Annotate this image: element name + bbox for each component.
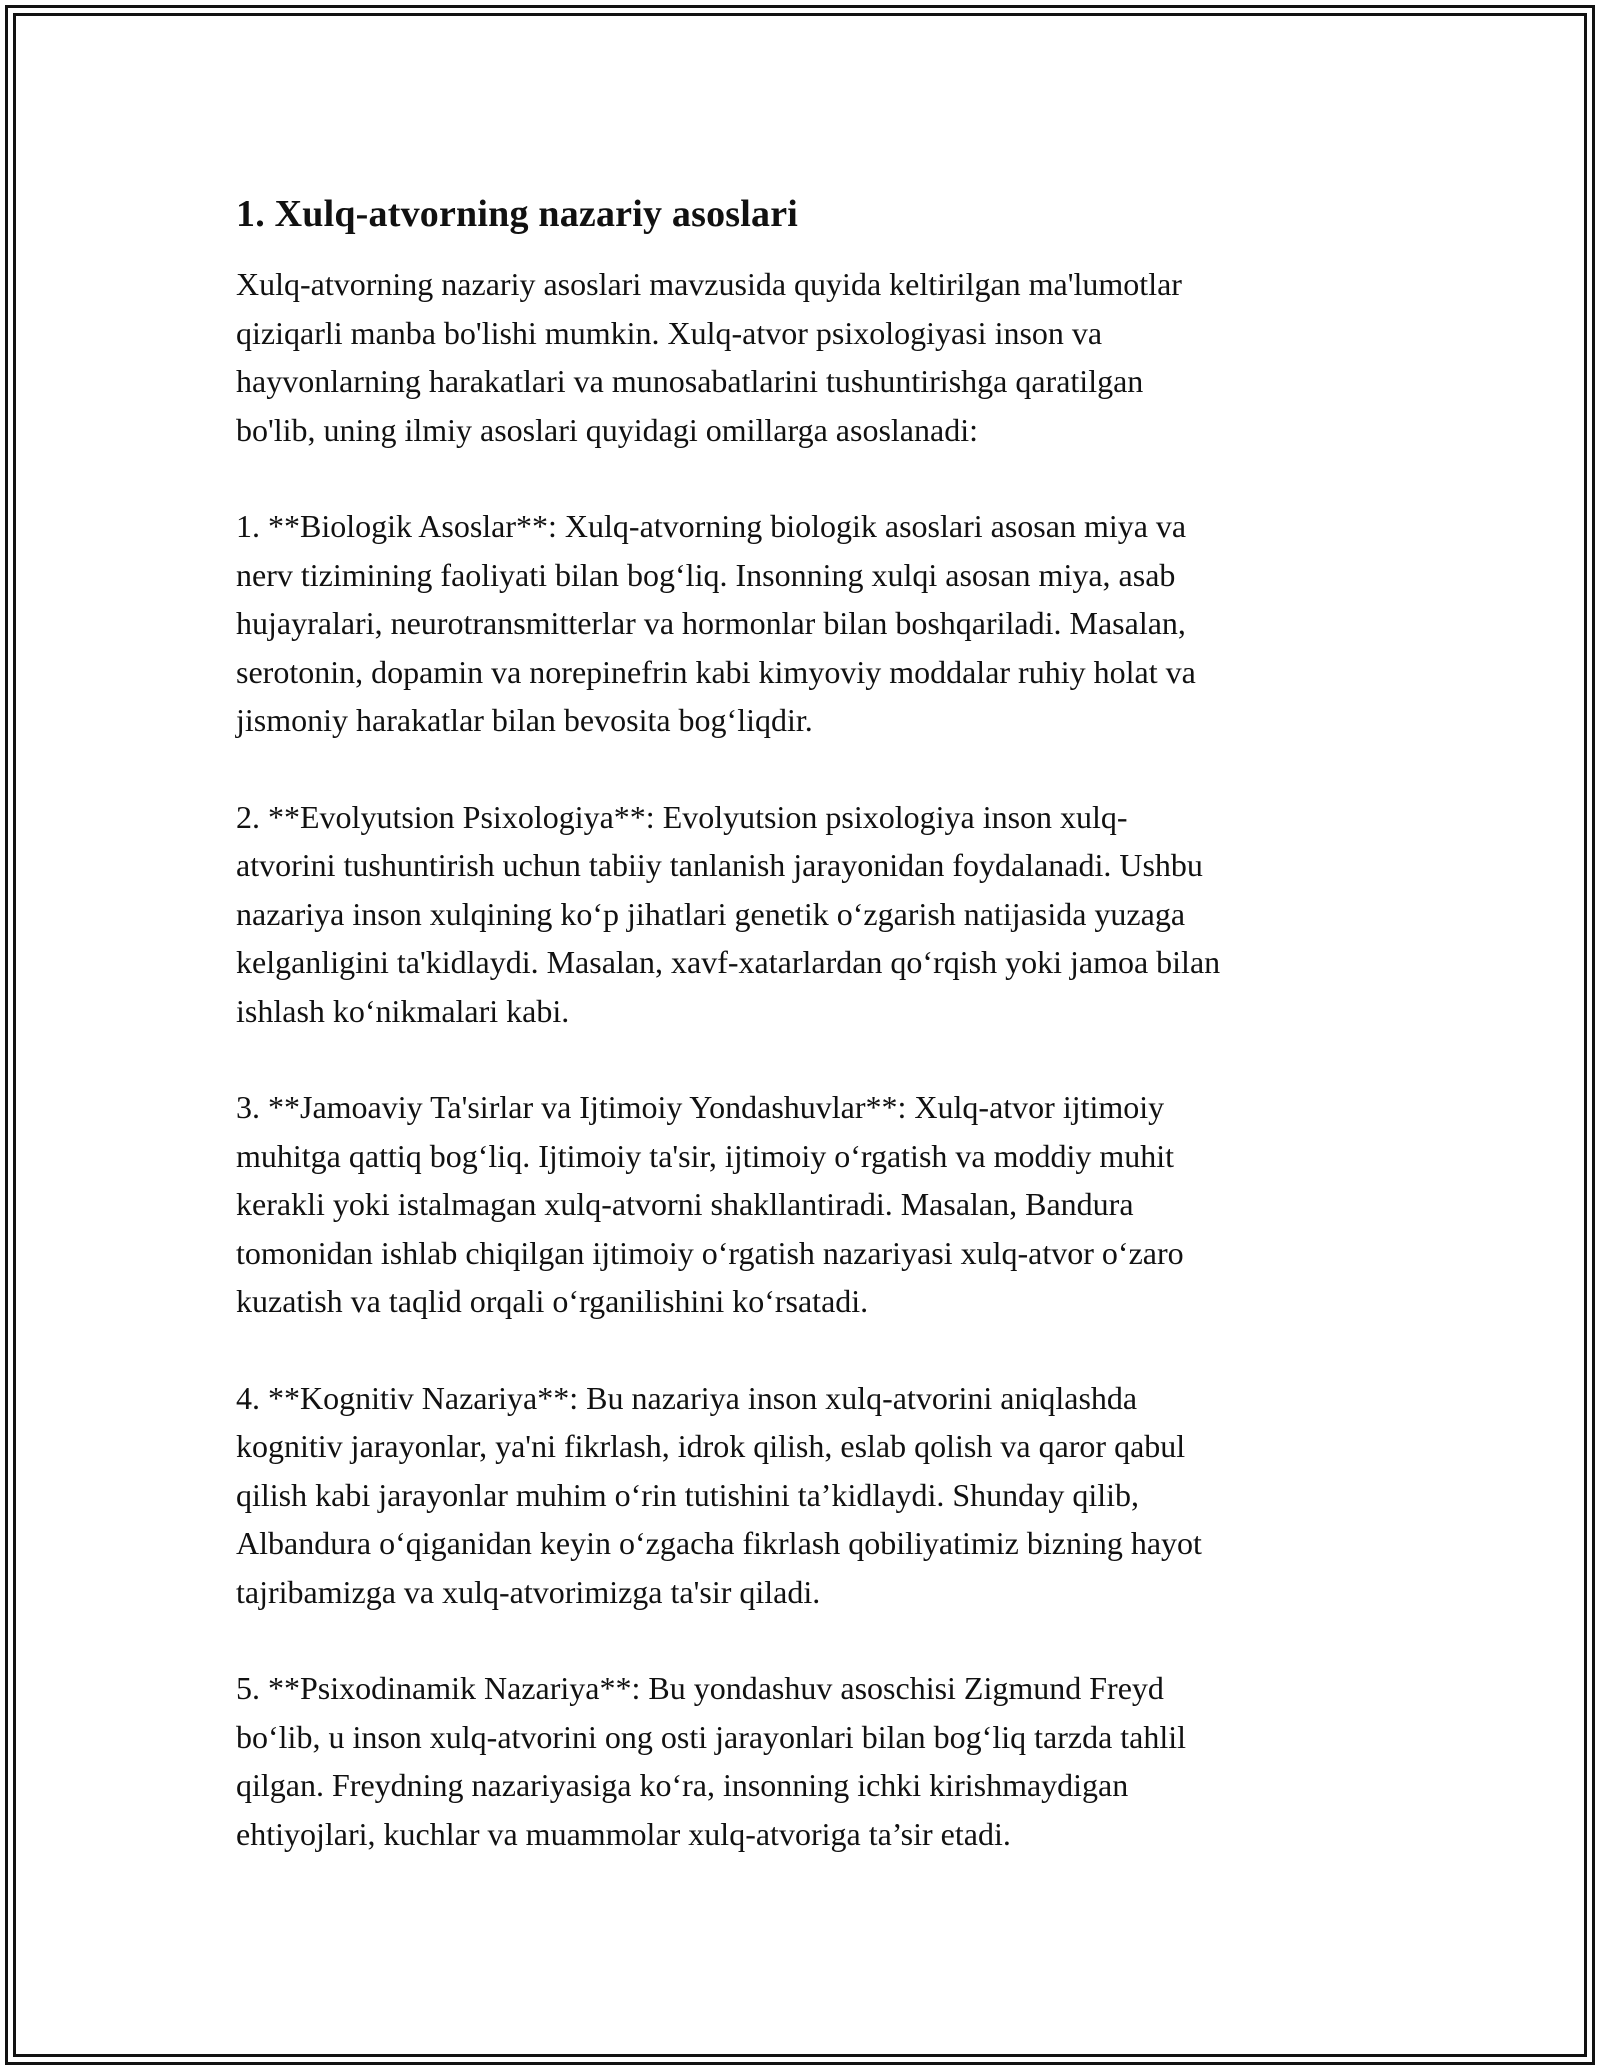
text-line: qilgan. Freydning nazariyasiga ko‘ra, insonning ichki kirishmaydigan <box>236 1767 1129 1803</box>
text-line: hayvonlarning harakatlari va munosabatlarini tushuntirishga qaratilgan <box>236 363 1144 399</box>
text-line: hujayralari, neurotransmitterlar va hormonlar bilan boshqariladi. Masalan, <box>236 605 1186 641</box>
text-line: atvorini tushuntirish uchun tabiiy tanlanish jarayonidan foydalanadi. Ushbu <box>236 847 1203 883</box>
text-line: tomonidan ishlab chiqilgan ijtimoiy o‘rgatish nazariyasi xulq-atvor o‘zaro <box>236 1234 1184 1271</box>
text-line: 2. **Evolyutsion Psixologiya**: Evolyutsion psixologiya inson xulq- <box>236 798 1128 835</box>
text-line: tajribamizga va xulq-atvorimizga ta'sir qiladi. <box>236 1573 821 1610</box>
text-line: kognitiv jarayonlar, ya'ni fikrlash, idrok qilish, eslab qolish va qaror qabul <box>236 1428 1186 1464</box>
text-line: serotonin, dopamin va norepinefrin kabi kimyoviy moddalar ruhiy holat va <box>236 653 1196 690</box>
text-line: 5. **Psixodinamik Nazariya**: Bu yondashuv asoschisi Zigmund Freyd <box>236 1670 1164 1706</box>
text-line: kelganligini ta'kidlaydi. Masalan, xavf-xatarlardan qo‘rqish yoki jamoa bilan <box>236 944 1221 980</box>
text-line: Xulq-atvorning nazariy asoslari mavzusida quyida keltirilgan ma'lumotlar <box>236 266 1182 302</box>
intro-paragraph <box>236 260 1386 454</box>
text-line: bo'lib, uning ilmiy asoslari quyidagi omillarga asoslanadi: <box>236 411 978 448</box>
text-line: nerv tizimining faoliyati bilan bog‘liq. Insonning xulqi asosan miya, asab <box>236 556 1176 593</box>
text-line: 3. **Jamoaviy Ta'sirlar va Ijtimoiy Yondashuvlar**: Xulq-atvor ijtimoiy <box>236 1089 1165 1125</box>
evolyutsion-psixologiya-paragraph <box>236 793 1386 1036</box>
text-line: kuzatish va taqlid orqali o‘rganilishini ko‘rsatadi. <box>236 1283 869 1319</box>
text-line: 1. **Biologik Asoslar**: Xulq-atvorning biologik asoslari asosan miya va <box>236 508 1187 544</box>
kognitiv-nazariya-paragraph <box>236 1374 1386 1617</box>
text-line: jismoniy harakatlar bilan bevosita bog‘liqdir. <box>236 702 813 738</box>
biologik-asoslar-paragraph <box>236 502 1386 745</box>
section-heading: 1. Xulq-atvorning nazariy asoslari <box>236 193 799 235</box>
document-body <box>236 188 1386 1906</box>
text-line: muhitga qattiq bog‘liq. Ijtimoiy ta'sir, ijtimoiy o‘rgatish va moddiy muhit <box>236 1137 1175 1174</box>
text-line: nazariya inson xulqining ko‘p jihatlari genetik o‘zgarish natijasida yuzaga <box>236 895 1186 932</box>
text-line: ehtiyojlari, kuchlar va muammolar xulq-atvoriga ta’sir etadi. <box>236 1815 1011 1852</box>
text-line: kerakli yoki istalmagan xulq-atvorni shakllantiradi. Masalan, Bandura <box>236 1186 1134 1222</box>
text-line: qilish kabi jarayonlar muhim o‘rin tutishini ta’kidlaydi. Shunday qilib, <box>236 1476 1139 1513</box>
psixodinamik-nazariya-paragraph <box>236 1664 1386 1858</box>
text-line: 4. **Kognitiv Nazariya**: Bu nazariya inson xulq-atvorini aniqlashda <box>236 1379 1138 1416</box>
text-line: qiziqarli manba bo'lishi mumkin. Xulq-atvor psixologiyasi inson va <box>236 314 1103 351</box>
text-line: Albandura o‘qiganidan keyin o‘zgacha fikrlash qobiliyatimiz bizning hayot <box>236 1525 1202 1561</box>
text-line: ishlash ko‘nikmalari kabi. <box>236 992 570 1029</box>
text-line: bo‘lib, u inson xulq-atvorini ong osti jarayonlari bilan bog‘liq tarzda tahlil <box>236 1718 1187 1755</box>
jamoaviy-tasirlar-paragraph <box>236 1083 1386 1326</box>
